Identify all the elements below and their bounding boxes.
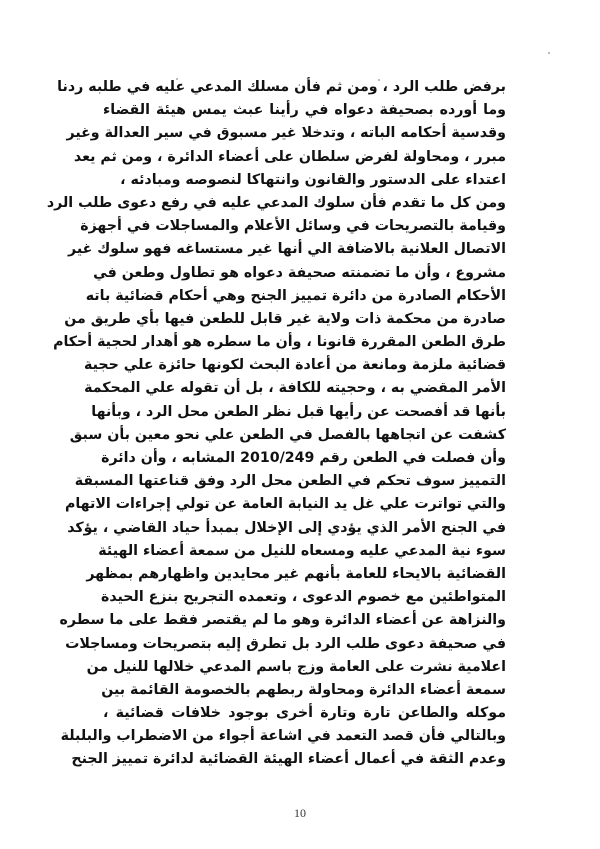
- text-line: سمعة أعضاء الدائرة ومحاولة ربطهم بالخصومة القائمة بين: [101, 681, 506, 698]
- text-line: سوء نية المدعي عليه ومسعاه للنيل من سمعة أعضاء الهيئة: [98, 542, 506, 559]
- text-line: في الجنح الأمر الذي يؤدي إلى الإخلال بمبدأ حياد القاضي ، يؤكد: [67, 519, 506, 536]
- text-line: وقيامة بالتصريحات في وسائل الأعلام والمساجلات في أجهزة: [80, 218, 506, 235]
- text-line: والتي تواترت علي غل يد النيابة العامة عن تولي إجراءات الاتهام: [64, 496, 506, 513]
- text-line: طرق الطعن المقررة قانونا ، وأن ما سطره هو أهدار لحجية أحكام: [53, 334, 506, 351]
- text-line: وأن فصلت في الطعن رقم 2010/249 المشابه ، وأن دائرة: [101, 450, 506, 466]
- text-line: القضائية بالايحاء للعامة بأنهم غير محايدين واظهارهم بمظهر: [86, 565, 506, 582]
- text-line: مشروع ، وأن ما تضمنته صحيفة دعواه هو تطاول وطعن في: [93, 264, 506, 281]
- text-line: والنزاهة عن أعضاء الدائرة وهو ما لم يقتصر فقط على ما سطره: [59, 612, 506, 629]
- text-line: موكله والطاعن تارة وتارة أخرى بوجود خلافات قضائية ،: [103, 705, 506, 722]
- text-line: وقدسية أحكامه الباته ، وتدخلا غير مسبوق في سير العدالة وغير: [66, 125, 506, 142]
- document-body: [46, 76, 506, 772]
- text-line: وعدم الثقة في أعمال أعضاء الهيئة القضائية لدائرة تمييز الجنح: [71, 751, 506, 768]
- text-line: الأمر المقضي به ، وحجيته للكافة ، بل أن تقوله علي المحكمة: [84, 380, 506, 397]
- text-line: في صحيفة دعوى طلب الرد بل تطرق إليه بتصريحات ومساجلات: [65, 635, 506, 652]
- text-line: برفض طلب الرد ، ومن ثم فأن مسلك المدعي عليه في طلبه ردنا: [57, 79, 506, 95]
- text-line: مبرر ، ومحاولة لفرض سلطان على أعضاء الدائرة ، ومن ثم يعد: [73, 148, 506, 165]
- text-line: ومن كل ما تقدم فأن سلوك المدعي عليه في رفع دعوى طلب الرد: [46, 194, 506, 211]
- text-line: كشفت عن اتجاهها بالفصل في الطعن علي نحو معين بأن سبق: [69, 426, 506, 443]
- text-line: وما أورده بصحيفة دعواه في رأينا عبث يمس هيئة القضاء: [103, 102, 506, 119]
- text-line: صادرة من محكمة ذات ولاية غير قابل للطعن فيها بأي طريق من: [64, 310, 506, 327]
- text-line: الاتصال العلانية بالاضافة الي أنها غير مستساغه فهو سلوك غير: [68, 241, 506, 258]
- text-line: بأنها قد أفصحت عن رأيها قبل نظر الطعن محل الرد ، وبأنها: [91, 403, 506, 420]
- page-number: 10: [294, 806, 306, 820]
- text-line: التمييز سوف تحكم في الطعن محل الرد وفق قناعتها المسبقة: [74, 473, 506, 490]
- text-line: المتواطئين مع خصوم الدعوى ، وتعمده التجريح بنزع الحيدة: [100, 589, 506, 606]
- scan-speck: [548, 52, 550, 54]
- text-line: اعلامية نشرت على العامة وزج باسم المدعي خلالها للنيل من: [86, 658, 506, 675]
- text-line: قضائية ملزمة ومانعة من أعادة البحث لكونها حائزة علي حجية: [83, 357, 506, 374]
- text-line: اعتداء على الدستور والقانون وانتهاكا لنصوصه ومبادئه ،: [120, 171, 506, 188]
- text-line: الأحكام الصادرة من دائرة تمييز الجنح وهي أحكام قضائية باته: [85, 287, 506, 304]
- text-line: وبالتالي فأن قصد التعمد في اشاعة أجواء من الاضطراب والبلبلة: [60, 728, 506, 745]
